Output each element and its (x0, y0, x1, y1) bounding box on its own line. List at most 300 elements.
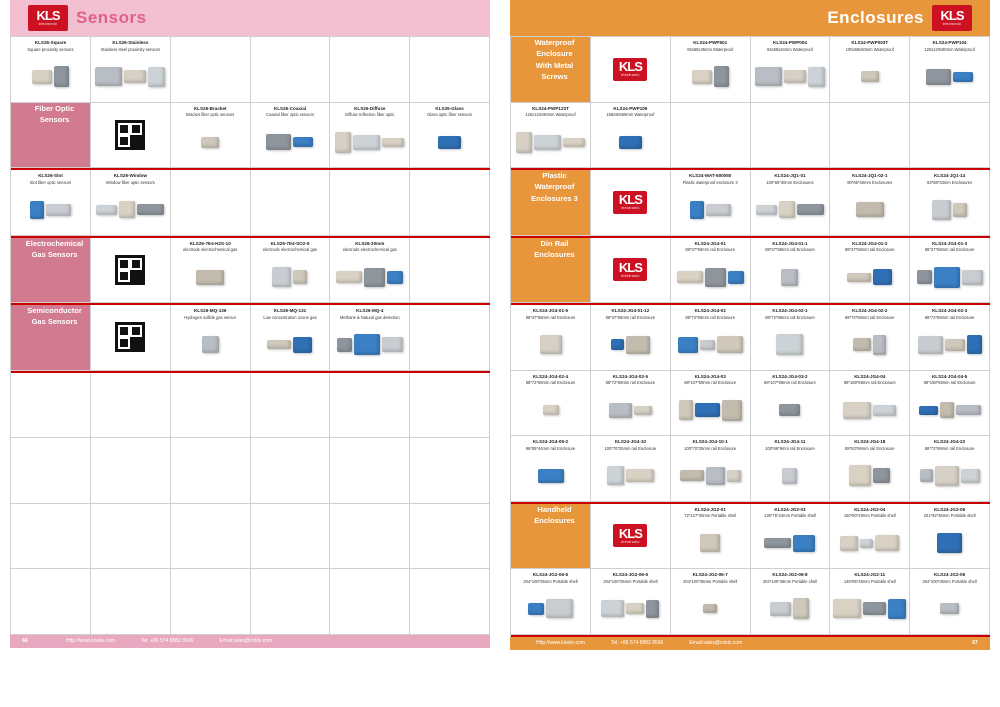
grid-row (11, 37, 490, 103)
product-cell[interactable] (511, 103, 591, 169)
product-image (830, 52, 909, 102)
product-description: 88*37*59mm rail Enclosure (685, 247, 735, 253)
category-label: Waterproof Enclosure With Metal Screws (511, 37, 591, 103)
empty-cell (171, 373, 251, 439)
product-code: KLS24-JG2-06-8 (772, 572, 808, 577)
grid-row (511, 436, 990, 504)
product-cell[interactable] (910, 238, 990, 304)
product-thumb (30, 201, 44, 219)
product-thumb (543, 405, 559, 415)
product-thumb (920, 469, 933, 482)
product-thumb (717, 336, 743, 353)
product-cell[interactable] (671, 436, 751, 502)
product-image (671, 518, 750, 568)
product-cell[interactable] (251, 238, 331, 304)
empty-cell (410, 37, 490, 103)
product-thumb (706, 204, 731, 216)
empty-cell (91, 438, 171, 504)
left-footer-website[interactable]: Http://www.klsele.com (66, 638, 115, 644)
product-description: 120x122x90mm Waterproof (525, 112, 576, 118)
product-thumb (611, 339, 624, 350)
product-thumb (137, 204, 164, 215)
product-thumb (563, 138, 585, 147)
product-image (511, 320, 590, 370)
product-image (591, 320, 670, 370)
product-cell[interactable] (330, 305, 410, 371)
product-thumb (962, 270, 983, 285)
product-image (11, 185, 90, 235)
product-description: electrode electrochemical gas (183, 247, 238, 253)
product-thumb (678, 337, 698, 353)
product-cell[interactable] (251, 305, 331, 371)
product-cell[interactable] (171, 103, 251, 169)
brand-logo-cell (591, 170, 671, 236)
product-cell[interactable] (511, 436, 591, 502)
empty-cell (171, 438, 251, 504)
qr-code-icon[interactable] (115, 255, 145, 285)
product-cell[interactable] (671, 170, 751, 236)
product-cell[interactable] (751, 569, 831, 635)
brand-logo-cell (591, 238, 671, 304)
product-code: KLS26-Slot (38, 173, 63, 178)
product-thumb (700, 340, 715, 350)
product-cell[interactable] (671, 569, 751, 635)
product-cell[interactable] (830, 305, 910, 371)
product-cell[interactable] (11, 170, 91, 236)
product-thumb (700, 534, 720, 552)
product-thumb (776, 334, 803, 355)
qr-code-cell (91, 305, 171, 371)
product-image (671, 320, 750, 370)
product-thumb (626, 336, 650, 354)
product-cell[interactable] (330, 103, 410, 169)
kls-logo: KLS electronic (613, 258, 647, 281)
empty-cell (251, 438, 331, 504)
product-thumb (770, 602, 791, 616)
product-thumb (609, 403, 632, 418)
product-description: 88*107*59mm rail Enclosure (764, 380, 816, 386)
right-product-grid (510, 36, 990, 637)
product-cell[interactable] (410, 103, 490, 169)
product-image (751, 252, 830, 302)
product-image (251, 252, 330, 302)
empty-cell (91, 569, 171, 635)
product-cell[interactable] (591, 305, 671, 371)
product-thumb (626, 603, 644, 614)
product-thumb (918, 336, 943, 354)
product-thumb (201, 137, 219, 148)
product-cell[interactable] (751, 436, 831, 502)
product-code: KLS26-Diffuse (354, 105, 386, 111)
product-code: KLS24-JG2-06-6 (612, 572, 649, 577)
product-cell[interactable] (910, 436, 990, 502)
product-thumb (714, 66, 729, 87)
product-cell[interactable] (671, 371, 751, 437)
product-cell[interactable] (751, 371, 831, 437)
product-image (330, 117, 409, 167)
product-description: 88*72*59mm rail Enclosure (605, 380, 656, 386)
product-cell[interactable] (671, 238, 751, 304)
product-thumb (202, 336, 219, 353)
product-thumb (863, 602, 886, 615)
product-image (910, 320, 989, 370)
product-image (751, 584, 830, 634)
product-thumb (849, 465, 871, 486)
category-label: Fiber Optic Sensors (11, 103, 91, 169)
product-description: 88*158*59mm rail Enclosure (843, 380, 896, 386)
empty-cell (330, 170, 410, 236)
product-code: KLS24-JG4-10-1 (692, 439, 728, 444)
product-cell[interactable] (671, 37, 751, 103)
product-code: KLS26-Coaxial (273, 105, 307, 111)
product-image (591, 451, 670, 501)
product-description: 63*58*33mm Enclosures (927, 179, 973, 185)
grid-row (511, 569, 990, 637)
product-thumb (843, 402, 871, 419)
product-description: 88*37*59mm rail Enclosure (525, 314, 576, 320)
product-image (830, 451, 909, 501)
product-code: KLS26-MQ-136 (193, 308, 227, 313)
product-thumb (516, 132, 532, 153)
product-code: KLS24-JG4-03-2 (772, 373, 808, 379)
product-code: KLS24-JG2-06-7 (692, 572, 728, 577)
empty-cell (91, 504, 171, 570)
kls-logo-main: KLS (940, 8, 964, 24)
product-code: KLS24-JQ1-14 (934, 173, 966, 178)
product-image (171, 252, 250, 302)
empty-cell (410, 504, 490, 570)
product-thumb (934, 267, 960, 288)
product-thumb (353, 135, 380, 150)
kls-logo: KLS electronic (613, 58, 647, 81)
product-thumb (756, 205, 777, 215)
product-description: 88*72*59mm rail Enclosure (924, 445, 975, 451)
empty-cell (330, 373, 410, 439)
product-description: 100*70*25mm rail Enclosure (604, 445, 657, 451)
product-cell[interactable] (751, 170, 831, 236)
kls-logo-sub: electronic (942, 22, 962, 27)
product-thumb (847, 273, 871, 282)
product-description: 100x68x50mm Waterproof (845, 46, 894, 52)
product-thumb (272, 267, 291, 287)
product-description: 88*37*59mm rail Enclosure (605, 314, 656, 320)
product-image (830, 584, 909, 634)
left-page-number: 66 (22, 638, 28, 644)
product-cell[interactable] (830, 238, 910, 304)
product-thumb (935, 466, 959, 486)
product-thumb (32, 70, 52, 84)
empty-cell (910, 103, 990, 169)
product-cell[interactable] (251, 103, 331, 169)
product-image (671, 584, 750, 634)
left-footer-tel: Tel: +86 574 8882 8566 (140, 638, 194, 644)
product-cell[interactable] (910, 170, 990, 236)
product-description: 204*100*35mm Portable shell (683, 578, 738, 584)
product-cell[interactable] (511, 569, 591, 635)
product-thumb (607, 466, 624, 485)
product-image (671, 185, 750, 235)
product-cell[interactable] (751, 305, 831, 371)
product-thumb (953, 203, 967, 217)
grid-row (11, 373, 490, 439)
product-cell[interactable] (910, 504, 990, 570)
product-code: KLS26-Stainless (112, 40, 149, 45)
product-description: Methane & Natural gas detection (339, 314, 400, 320)
grid-row (11, 569, 490, 635)
empty-cell (410, 569, 490, 635)
product-cell[interactable] (830, 371, 910, 437)
product-thumb (919, 406, 938, 415)
product-thumb (888, 599, 906, 619)
product-cell[interactable] (330, 238, 410, 304)
qr-code-icon[interactable] (115, 322, 145, 352)
product-thumb (932, 200, 951, 220)
product-thumb (695, 403, 720, 417)
product-cell[interactable] (910, 569, 990, 635)
product-description: 204*100*35mm Portable shell (922, 578, 977, 584)
grid-row (511, 37, 990, 103)
product-description: Coaxial fiber optic sensors (265, 112, 314, 118)
category-label: Semiconductor Gas Sensors (11, 305, 91, 371)
product-thumb (293, 337, 312, 353)
product-cell[interactable] (511, 371, 591, 437)
product-thumb (797, 204, 824, 215)
product-description: 135*75*24mm Portable shell (764, 513, 816, 519)
product-image (910, 451, 989, 501)
kls-logo-main: KLS (36, 8, 60, 24)
product-code: KLS26-Square (34, 40, 67, 45)
product-image (751, 518, 830, 568)
product-thumb (873, 405, 896, 416)
product-code: KLS26-Window (113, 173, 148, 178)
qr-code-cell (91, 103, 171, 169)
grid-row (511, 371, 990, 437)
product-thumb (540, 335, 562, 354)
product-code: KLS24-JG4-02-1 (772, 308, 808, 313)
product-thumb (703, 604, 717, 613)
product-description: Bracket fiber optic sensors (186, 112, 235, 118)
product-code: KLS24-JG4-02 (694, 308, 726, 313)
empty-cell (751, 103, 831, 169)
product-thumb (692, 70, 712, 84)
product-thumb (528, 603, 544, 615)
empty-cell (171, 504, 251, 570)
product-cell[interactable] (910, 305, 990, 371)
product-cell[interactable] (910, 37, 990, 103)
product-cell[interactable] (171, 238, 251, 304)
product-description: 90*65*40mm Enclosures (847, 179, 893, 185)
product-image (511, 584, 590, 634)
empty-cell (410, 305, 490, 371)
empty-cell (830, 103, 910, 169)
product-cell[interactable] (751, 238, 831, 304)
product-cell[interactable] (591, 103, 671, 169)
product-cell[interactable] (671, 504, 751, 570)
product-code: KLS24-JG4-01-12 (611, 308, 650, 313)
product-thumb (680, 470, 704, 481)
product-thumb (335, 132, 351, 153)
product-cell[interactable] (91, 37, 171, 103)
product-thumb (953, 72, 973, 82)
product-thumb (382, 337, 403, 352)
product-cell[interactable] (591, 371, 671, 437)
right-page-footer (510, 637, 990, 650)
empty-cell (171, 170, 251, 236)
product-thumb (782, 468, 797, 484)
product-image (330, 252, 409, 302)
empty-cell (251, 569, 331, 635)
empty-cell (171, 37, 251, 103)
empty-cell (410, 373, 490, 439)
product-image (671, 252, 750, 302)
product-thumb (875, 535, 899, 551)
left-page-title: Sensors (76, 8, 147, 27)
product-thumb (784, 70, 806, 83)
empty-cell (251, 373, 331, 439)
right-page-number: 67 (972, 640, 978, 646)
product-thumb (873, 468, 890, 483)
empty-cell (330, 438, 410, 504)
right-page-header (510, 0, 990, 36)
product-thumb (917, 270, 932, 284)
product-thumb (722, 400, 742, 421)
empty-cell (251, 504, 331, 570)
product-cell[interactable] (511, 305, 591, 371)
product-description: 88*72*59mm rail Enclosure (765, 314, 815, 320)
product-code: KLS24-JG4-05-2 (532, 439, 569, 444)
product-code: KLS26-Bracket (193, 105, 227, 111)
kls-logo-sub: electronic (38, 22, 58, 27)
product-thumb (626, 469, 654, 482)
left-footer-email[interactable]: Email:sales@cnkls.com (219, 638, 273, 644)
grid-row (11, 438, 490, 504)
product-cell[interactable] (830, 504, 910, 570)
right-footer-tel: Tel: +86 574 8882 8566 (610, 640, 664, 646)
product-thumb (690, 201, 704, 219)
product-description: 88*72*59mm rail Enclosure (924, 314, 975, 320)
product-description: 88*158*59mm rail Enclosure (923, 380, 976, 386)
product-image (91, 52, 170, 102)
product-description: Glass optic fiber sensors (427, 112, 472, 118)
product-cell[interactable] (11, 37, 91, 103)
product-cell[interactable] (830, 436, 910, 502)
product-code: KLS24-JG4-01-1 (772, 240, 808, 246)
product-code: KLS24-PWP123T (532, 105, 569, 111)
product-cell[interactable] (751, 37, 831, 103)
product-cell[interactable] (830, 170, 910, 236)
product-code: KLS24-JQ1-02-1 (852, 173, 888, 178)
grid-row (511, 238, 990, 306)
grid-row (511, 103, 990, 171)
product-thumb (601, 600, 624, 617)
product-thumb (267, 340, 291, 349)
product-thumb (856, 202, 884, 217)
product-image (251, 320, 330, 370)
empty-cell (11, 438, 91, 504)
product-cell[interactable] (171, 305, 251, 371)
product-description: electrode electrochemical gas (342, 247, 397, 253)
right-footer-website[interactable]: Http://www.klsele.com (536, 640, 585, 646)
product-code: KLS24-JG4-11 (774, 439, 806, 444)
product-description: 88*37*59mm rail Enclosure (844, 247, 895, 253)
product-code: KLS24-JG2-06-5 (532, 572, 569, 577)
brand-logo-cell (591, 504, 671, 570)
product-code: KLS24-PWP104 (932, 40, 967, 45)
product-code: KLS24-JG4-01-3 (931, 240, 968, 246)
product-image (330, 320, 409, 370)
product-code: KLS24-JG2-03 (774, 506, 806, 512)
product-cell[interactable] (91, 170, 171, 236)
product-description: 88*37*59mm rail Enclosure (924, 247, 975, 253)
product-image (751, 451, 830, 501)
product-image (91, 185, 170, 235)
product-cell[interactable] (591, 436, 671, 502)
product-code: KLS24-JG4-01-5 (532, 308, 569, 313)
product-thumb (755, 67, 782, 86)
product-thumb (336, 271, 362, 283)
empty-cell (330, 37, 410, 103)
product-code: KLS24-JQ1-01 (774, 173, 806, 178)
empty-cell (251, 37, 331, 103)
product-thumb (764, 538, 791, 548)
product-thumb (438, 136, 461, 149)
product-thumb (646, 600, 659, 618)
product-cell[interactable] (591, 569, 671, 635)
product-image (830, 252, 909, 302)
product-thumb (937, 533, 962, 553)
kls-logo: KLS electronic (613, 191, 647, 214)
product-code: KLS24-JG4-18 (854, 439, 886, 444)
product-cell[interactable] (671, 305, 751, 371)
product-code: KLS24-JG4-01 (694, 240, 726, 246)
empty-cell (330, 504, 410, 570)
qr-code-icon[interactable] (115, 120, 145, 150)
product-thumb (781, 269, 798, 286)
product-description: 158x90x59mm Waterproof (606, 112, 655, 118)
product-cell[interactable] (830, 37, 910, 103)
product-code: KLS24-JG2-06 (934, 572, 966, 577)
empty-cell (410, 238, 490, 304)
product-code: KLS24-JG4-02-4 (532, 373, 569, 379)
product-cell[interactable] (751, 504, 831, 570)
product-thumb (956, 405, 981, 415)
right-footer-email[interactable]: Email:sales@cnkls.com (689, 640, 743, 646)
kls-logo: KLS electronic (613, 524, 647, 547)
product-thumb (677, 271, 703, 283)
product-cell[interactable] (830, 569, 910, 635)
product-thumb (96, 205, 117, 215)
product-cell[interactable] (910, 371, 990, 437)
product-thumb (808, 67, 825, 87)
left-product-grid (10, 36, 490, 635)
product-description: 100*68*30mm Enclosures (766, 179, 814, 185)
product-thumb (46, 204, 71, 216)
grid-row (11, 504, 490, 570)
product-thumb (196, 270, 224, 285)
product-thumb (873, 269, 892, 285)
product-image (671, 52, 750, 102)
product-code: KLS24-JG4-02-2 (852, 308, 888, 313)
product-code: KLS24-JG4-04 (854, 373, 886, 379)
product-description: 88*72*59mm rail Enclosure (525, 380, 576, 386)
product-image (11, 52, 90, 102)
product-code: KLS24-JG4-02-5 (612, 373, 649, 379)
product-thumb (364, 268, 385, 287)
product-description: Window fiber optic sensors (105, 179, 155, 185)
product-code: KLS24-JG2-05 (934, 506, 966, 512)
product-thumb (546, 599, 573, 618)
product-description: 145*85*40mm Portable shell (843, 578, 896, 584)
